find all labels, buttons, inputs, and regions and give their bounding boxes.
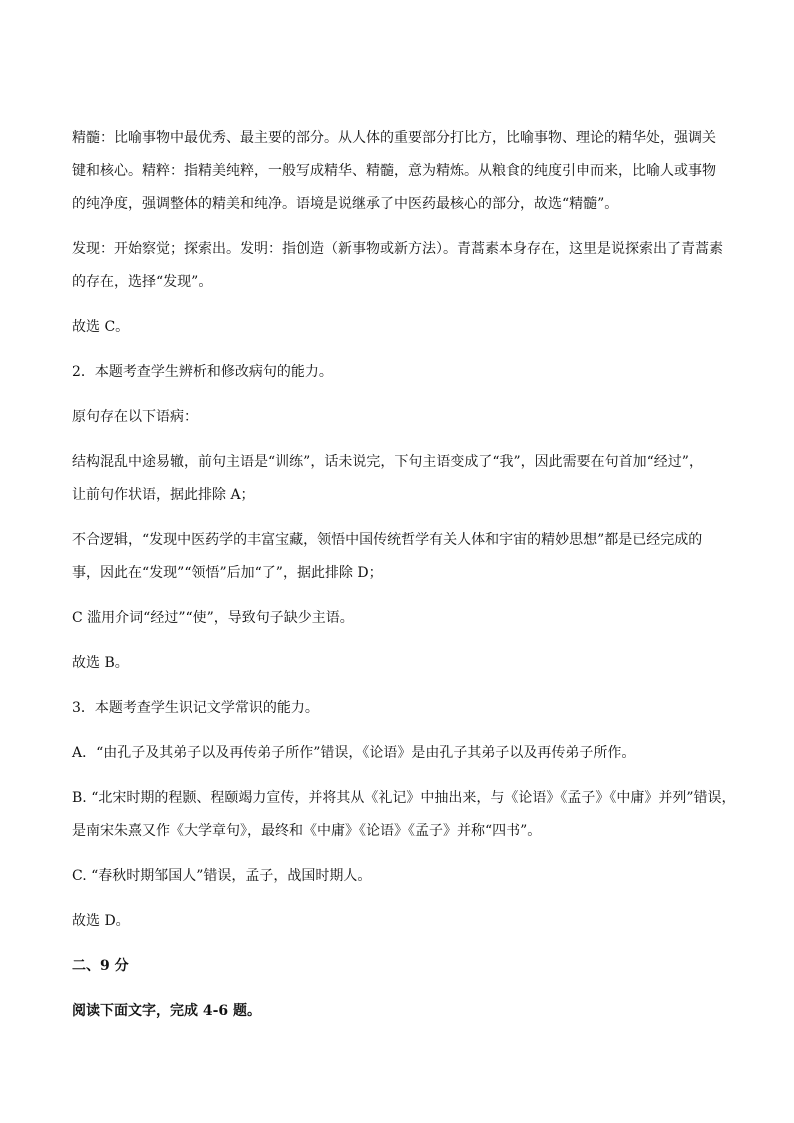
question-heading: 2．本题考查学生辨析和修改病句的能力。 — [72, 364, 333, 380]
text-line: 键和核心。精粹：指精美纯粹，一般写成精华、精髓，意为精炼。从粮食的纯度引申而来，比喻人或事物 — [72, 163, 716, 179]
text-line: 发现：开始察觉；探索出。发明：指创造（新事物或新方法）。青蒿素本身存在，这里是说探索出了青蒿素 — [72, 241, 723, 257]
question-heading: 3．本题考查学生识记文学常识的能力。 — [72, 700, 319, 716]
text-line: 事，因此在“发现”“领悟”后加“了”，据此排除 D； — [72, 565, 383, 581]
text-line: 精髓：比喻事物中最优秀、最主要的部分。从人体的重要部分打比方，比喻事物、理论的精华处，强调关 — [72, 130, 716, 146]
text-line: 故选 C。 — [72, 319, 130, 335]
section-heading: 二、9 分 — [72, 958, 129, 974]
text-line: B. “北宋时期的程颢、程颐竭力宣传，并将其从《礼记》中抽出来，与《论语》《孟子》《中庸》并列”错误， — [72, 790, 736, 806]
text-line: C. “春秋时期邹国人”错误，孟子，战国时期人。 — [72, 868, 372, 884]
text-line: 故选 B。 — [72, 655, 129, 671]
document-page — [72, 122, 734, 1028]
text-line: C 滥用介词“经过”“使”，导致句子缺少主语。 — [72, 610, 354, 626]
text-line: 结构混乱中途易辙，前句主语是“训练”，话未说完，下句主语变成了“我”，因此需要在句首加“经过”， — [72, 454, 703, 470]
section-instruction: 阅读下面文字，完成 4-6 题。 — [72, 1003, 262, 1019]
text-line: 的纯净度，强调整体的精美和纯净。语境是说继承了中医药最核心的部分，故选“精髓”。 — [72, 196, 619, 212]
text-line: A．“由孔子及其弟子以及再传弟子所作”错误，《论语》是由孔子其弟子以及再传弟子所作。 — [72, 745, 636, 761]
text-line: 故选 D。 — [72, 913, 130, 929]
text-line: 的存在，选择“发现”。 — [72, 274, 213, 290]
text-line: 让前句作状语，据此排除 A； — [72, 487, 255, 503]
text-line: 不合逻辑，“发现中医药学的丰富宝藏，领悟中国传统哲学有关人体和宇宙的精妙思想”都是已经完成的 — [72, 532, 703, 548]
text-line: 原句存在以下语病： — [72, 409, 198, 425]
text-line: 是南宋朱熹又作《大学章句》，最终和《中庸》《论语》《孟子》并称“四书”。 — [72, 823, 542, 839]
